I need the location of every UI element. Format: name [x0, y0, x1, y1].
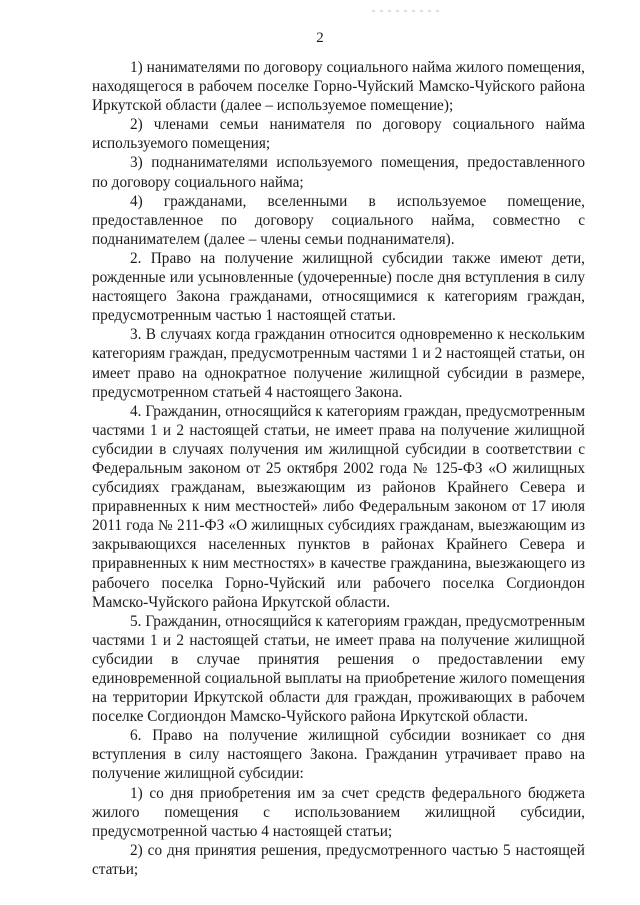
- scan-artifact: [372, 10, 442, 12]
- document-body: [92, 58, 585, 879]
- paragraph: 2) со дня принятия решения, предусмотренного частью 5 настоящей статьи;: [92, 841, 585, 878]
- paragraph: 4. Гражданин, относящийся к категориям граждан, предусмотренным частями 1 и 2 настоящей статьи, не имеет права на получение жилищной субсидии в случаях получения им жилищной субсидии в соответствии с Федеральным законом от 25 октября 2002 года № 125-ФЗ «О жилищных субсидиях гражданам, выезжающим из районов Крайнего Севера и приравненных к ним местностей» либо Федеральным законом от 17 июля 2011 года № 211-ФЗ «О жилищных субсидиях гражданам, выезжающим из закрывающихся населенных пунктов в районах Крайнего Севера и приравненных к ним местностях» в качестве гражданина, выезжающего из рабочего поселка Горно-Чуйский или рабочего поселка Согдиондон Мамско-Чуйского района Иркутской области.: [92, 402, 585, 611]
- paragraph: 3) поднанимателями используемого помещения, предоставленного по договору социального найма;: [92, 154, 585, 191]
- paragraph: 6. Право на получение жилищной субсидии возникает со дня вступления в силу настоящего Закона. Гражданин утрачивает право на получение жилищной субсидии:: [92, 727, 585, 783]
- paragraph: 2) членами семьи нанимателя по договору социального найма используемого помещения;: [92, 116, 585, 153]
- paragraph: 1) нанимателями по договору социального найма жилого помещения, находящегося в рабочем поселке Горно-Чуйский Мамско-Чуйского района Иркутской области (далее – используемое помещение);: [92, 59, 585, 115]
- paragraph: 1) со дня приобретения им за счет средств федерального бюджета жилого помещения с использованием жилищной субсидии, предусмотренной частью 4 настоящей статьи;: [92, 784, 585, 840]
- paragraph: 5. Гражданин, относящийся к категориям граждан, предусмотренным частями 1 и 2 настоящей статьи, не имеет права на получение жилищной субсидии в случае принятия решения о предоставлении ему единовременной социальной выплаты на приобретение жилого помещения на территории Иркутской области для граждан, проживающих в рабочем поселке Согдиондон Мамско-Чуйского района Иркутской области.: [92, 612, 585, 726]
- paragraph: 4) гражданами, вселенными в используемое помещение, предоставленное по договору социального найма, совместно с поднанимателем (далее – члены семьи поднанимателя).: [92, 192, 585, 248]
- paragraph: 3. В случаях когда гражданин относится одновременно к нескольким категориям граждан, предусмотренным частями 1 и 2 настоящей статьи, он имеет право на однократное получение жилищной субсидии в размере, предусмотренном статьей 4 настоящего Закона.: [92, 326, 585, 401]
- page-number: 2: [316, 30, 324, 46]
- paragraph: 2. Право на получение жилищной субсидии также имеют дети, рожденные или усыновленные (удочеренные) после дня вступления в силу настоящего Закона гражданами, относящимися к категориям граждан, предусмотренным частью 1 настоящей статьи.: [92, 249, 585, 325]
